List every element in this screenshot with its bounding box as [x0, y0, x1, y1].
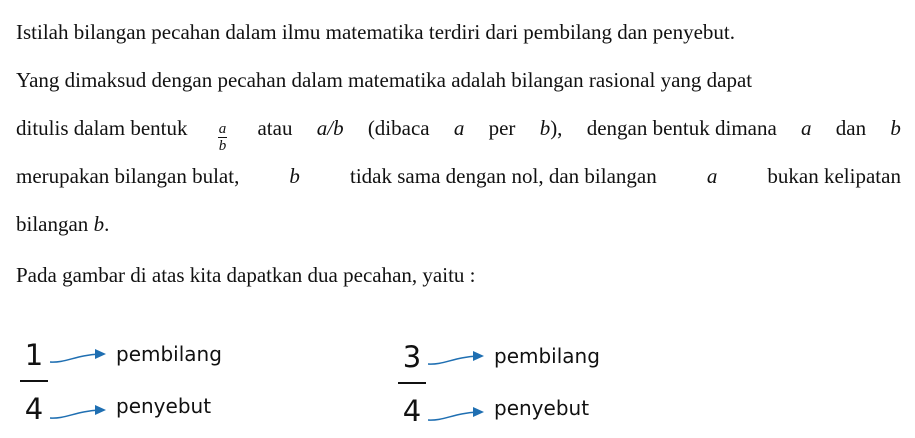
curved-right-arrow-icon	[48, 346, 122, 366]
fraction-numerator: 1	[24, 338, 44, 372]
curved-right-arrow-icon	[426, 404, 500, 424]
phrase-ditulis: ditulis dalam bentuk	[16, 116, 188, 140]
fraction-bar	[20, 380, 48, 382]
fraction-diagram-one-quarter	[20, 336, 220, 436]
intro-paragraph	[16, 251, 901, 299]
numerator-label: pembilang	[494, 344, 600, 368]
inline-fraction	[218, 121, 228, 154]
word-bilangan: bilangan	[16, 212, 89, 236]
fraction-diagram-three-quarters	[398, 338, 598, 438]
paragraph-line-1	[16, 8, 901, 56]
inline-fraction-numerator: a	[218, 121, 227, 137]
numerator-label: pembilang	[116, 342, 222, 366]
paragraph-line-3	[16, 104, 901, 152]
paragraph-line-2	[16, 56, 901, 104]
intro-text: Pada gambar di atas kita dapatkan dua pecahan, yaitu :	[16, 263, 476, 287]
variable-b-4: b	[93, 212, 105, 236]
fraction-numerator: 3	[402, 340, 422, 374]
definition-paragraph	[16, 8, 901, 248]
fraction-denominator: 4	[24, 392, 44, 426]
denominator-label: penyebut	[116, 394, 212, 418]
closing-paren: ),	[550, 116, 563, 140]
variable-b-group	[540, 104, 563, 152]
phrase-dengan-bentuk: dengan bentuk dimana	[586, 116, 777, 140]
slash-denominator: b	[333, 116, 344, 140]
slash-symbol: /	[327, 116, 334, 140]
word-dan: dan	[835, 116, 867, 140]
variable-a-3: a	[706, 164, 718, 188]
paragraph-line-1-text: Istilah bilangan pecahan dalam ilmu matematika terdiri dari pembilang dan penyebut.	[16, 20, 736, 44]
variable-b: b	[539, 116, 551, 140]
phrase-tidak-sama: tidak sama dengan nol, dan bilangan	[350, 164, 657, 188]
paragraph-line-2-text: Yang dimaksud dengan pecahan dalam matematika adalah bilangan rasional yang dapat	[16, 68, 753, 92]
variable-a-2: a	[801, 116, 812, 140]
curved-right-arrow-icon	[426, 348, 500, 368]
variable-a: a	[453, 116, 465, 140]
curved-right-arrow-icon	[48, 402, 122, 422]
word-atau: atau	[257, 116, 293, 140]
intro-line	[16, 251, 901, 299]
variable-b-2: b	[890, 116, 901, 140]
fraction-three-quarters	[398, 338, 426, 430]
phrase-bukan-kelipatan: bukan kelipatan	[767, 164, 901, 188]
slash-numerator: a	[316, 116, 328, 140]
denominator-label: penyebut	[494, 396, 590, 420]
phrase-merupakan: merupakan bilangan bulat,	[16, 164, 240, 188]
fraction-bar	[398, 382, 426, 384]
paragraph-line-5	[16, 200, 901, 248]
word-dibaca: (dibaca	[367, 116, 430, 140]
inline-fraction-denominator: b	[218, 138, 227, 154]
variable-b-3: b	[289, 164, 300, 188]
fraction-denominator: 4	[402, 394, 422, 428]
slash-notation	[317, 104, 344, 152]
paragraph-line-4	[16, 152, 901, 200]
final-period: .	[104, 212, 110, 236]
word-per: per	[488, 116, 516, 140]
fraction-one-quarter	[20, 336, 48, 428]
